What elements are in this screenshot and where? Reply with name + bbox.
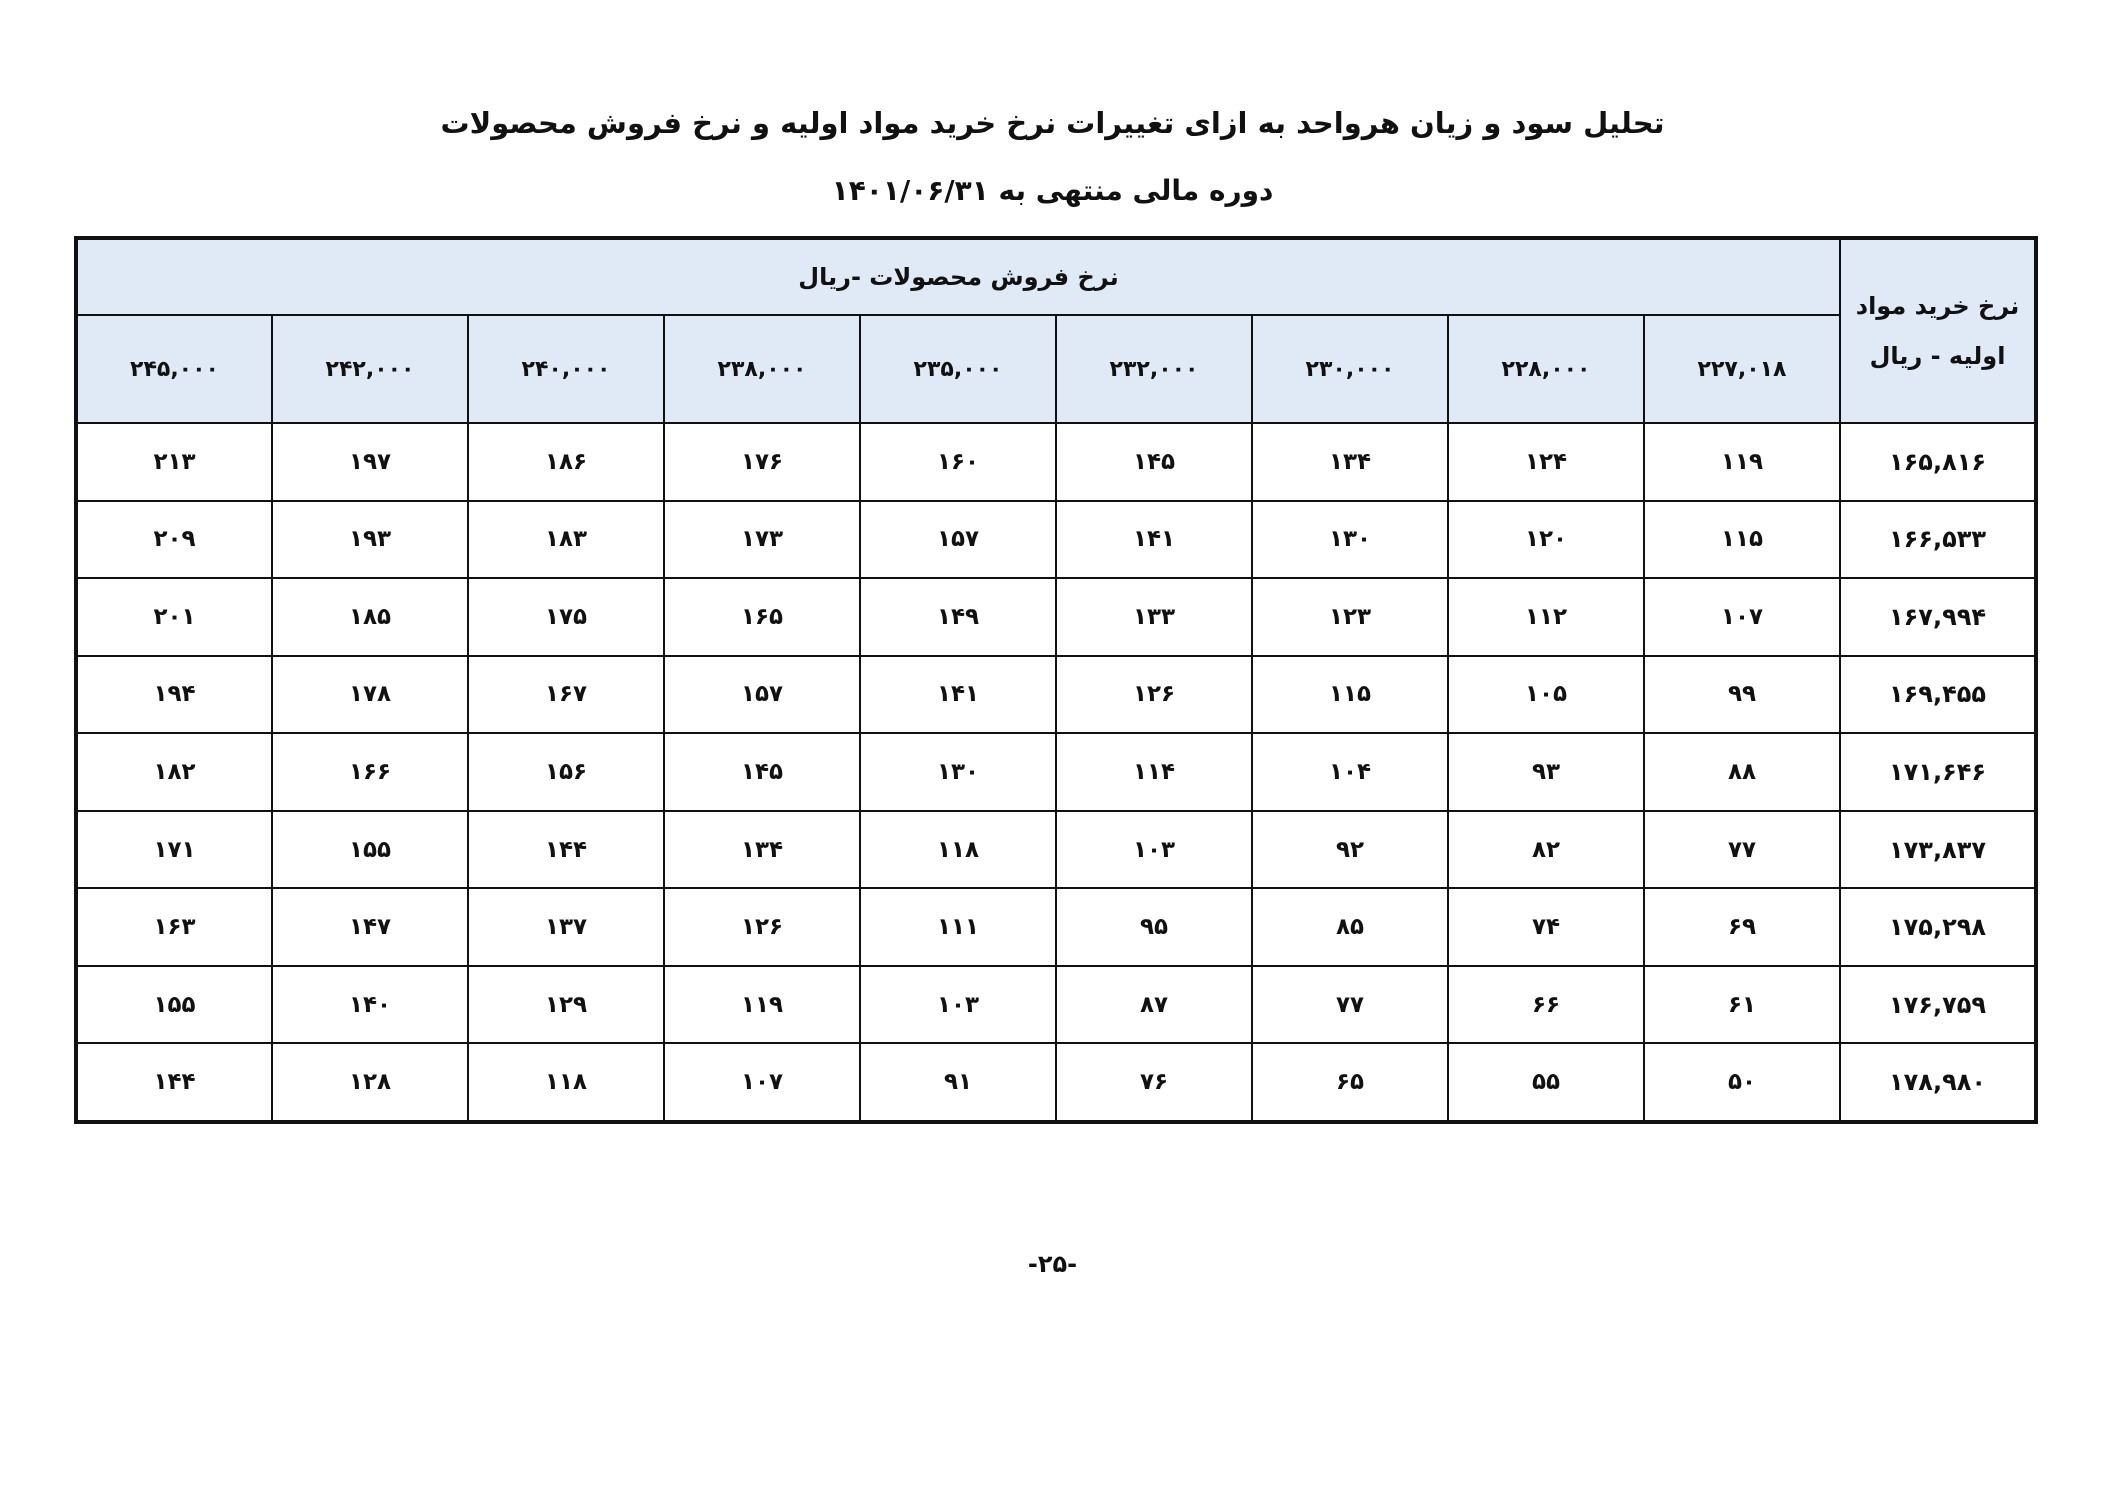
raw-material-rate-cell: ۱۷۳,۸۳۷ — [1840, 811, 2036, 889]
table-row — [76, 811, 2036, 889]
page-number: -۲۵- — [1027, 1250, 1078, 1278]
profit-value-cell: ۹۱ — [860, 1043, 1056, 1122]
raw-material-rate-cell: ۱۷۵,۲۹۸ — [1840, 888, 2036, 966]
profit-value-cell: ۲۱۳ — [76, 423, 272, 501]
profit-value-cell: ۹۳ — [1448, 733, 1644, 811]
profit-value-cell: ۱۸۳ — [468, 501, 664, 579]
table-row — [76, 888, 2036, 966]
profit-value-cell: ۶۹ — [1644, 888, 1840, 966]
profit-value-cell: ۱۳۷ — [468, 888, 664, 966]
profit-value-cell: ۱۴۵ — [664, 733, 860, 811]
profit-value-cell: ۶۵ — [1252, 1043, 1448, 1122]
sale-rate-column-header: ۲۳۸,۰۰۰ — [664, 315, 860, 423]
profit-value-cell: ۱۸۲ — [76, 733, 272, 811]
profit-value-cell: ۱۰۷ — [664, 1043, 860, 1122]
profit-value-cell: ۱۹۴ — [76, 656, 272, 734]
profit-value-cell: ۲۰۱ — [76, 578, 272, 656]
sale-rate-column-header: ۲۳۵,۰۰۰ — [860, 315, 1056, 423]
profit-value-cell: ۱۵۶ — [468, 733, 664, 811]
raw-material-rate-cell: ۱۶۵,۸۱۶ — [1840, 423, 2036, 501]
profit-value-cell: ۱۲۹ — [468, 966, 664, 1044]
profit-value-cell: ۱۴۰ — [272, 966, 468, 1044]
table-header — [76, 238, 2036, 423]
sale-rate-column-header: ۲۴۰,۰۰۰ — [468, 315, 664, 423]
profit-value-cell: ۱۶۵ — [664, 578, 860, 656]
profit-value-cell: ۱۴۹ — [860, 578, 1056, 656]
raw-material-rate-cell: ۱۶۶,۵۳۳ — [1840, 501, 2036, 579]
profit-value-cell: ۱۲۸ — [272, 1043, 468, 1122]
profit-value-cell: ۵۰ — [1644, 1043, 1840, 1122]
profit-value-cell: ۱۶۰ — [860, 423, 1056, 501]
profit-value-cell: ۱۴۵ — [1056, 423, 1252, 501]
profit-value-cell: ۷۴ — [1448, 888, 1644, 966]
profit-value-cell: ۱۳۰ — [860, 733, 1056, 811]
profit-value-cell: ۱۷۶ — [664, 423, 860, 501]
profit-value-cell: ۵۵ — [1448, 1043, 1644, 1122]
period-subtitle: دوره مالی منتهی به ۱۴۰۱/۰۶/۳۱ — [831, 174, 1274, 207]
profit-value-cell: ۱۱۸ — [468, 1043, 664, 1122]
profit-value-cell: ۱۴۴ — [76, 1043, 272, 1122]
raw-material-rate-cell: ۱۶۷,۹۹۴ — [1840, 578, 2036, 656]
profit-value-cell: ۸۵ — [1252, 888, 1448, 966]
profit-value-cell: ۶۱ — [1644, 966, 1840, 1044]
profit-value-cell: ۱۲۶ — [664, 888, 860, 966]
profit-value-cell: ۹۲ — [1252, 811, 1448, 889]
profit-value-cell: ۱۱۹ — [1644, 423, 1840, 501]
raw-material-rate-header-line1: نرخ خرید مواد — [1855, 292, 2020, 320]
profit-value-cell: ۱۹۳ — [272, 501, 468, 579]
profit-value-cell: ۱۵۷ — [860, 501, 1056, 579]
profit-value-cell: ۱۶۳ — [76, 888, 272, 966]
profit-value-cell: ۸۲ — [1448, 811, 1644, 889]
profit-value-cell: ۱۴۷ — [272, 888, 468, 966]
profit-value-cell: ۱۰۷ — [1644, 578, 1840, 656]
profit-value-cell: ۱۱۲ — [1448, 578, 1644, 656]
raw-material-rate-header — [1840, 238, 2036, 423]
profit-value-cell: ۱۷۸ — [272, 656, 468, 734]
table-row — [76, 423, 2036, 501]
sale-rate-column-header: ۲۲۸,۰۰۰ — [1448, 315, 1644, 423]
profit-value-cell: ۱۲۰ — [1448, 501, 1644, 579]
sale-rate-column-header: ۲۴۲,۰۰۰ — [272, 315, 468, 423]
table-body — [76, 423, 2036, 1122]
profit-value-cell: ۱۸۵ — [272, 578, 468, 656]
profit-value-cell: ۱۰۳ — [860, 966, 1056, 1044]
sale-rate-column-header: ۲۲۷,۰۱۸ — [1644, 315, 1840, 423]
sale-rate-column-header: ۲۳۲,۰۰۰ — [1056, 315, 1252, 423]
raw-material-rate-header-line2: اولیه - ریال — [1869, 342, 2006, 370]
profit-value-cell: ۷۷ — [1644, 811, 1840, 889]
profit-value-cell: ۱۵۵ — [76, 966, 272, 1044]
profit-value-cell: ۱۸۶ — [468, 423, 664, 501]
raw-material-rate-cell: ۱۷۱,۶۴۶ — [1840, 733, 2036, 811]
profit-value-cell: ۱۷۱ — [76, 811, 272, 889]
profit-value-cell: ۸۷ — [1056, 966, 1252, 1044]
profit-value-cell: ۱۰۳ — [1056, 811, 1252, 889]
table-row — [76, 966, 2036, 1044]
profit-value-cell: ۱۷۵ — [468, 578, 664, 656]
profit-value-cell: ۱۵۵ — [272, 811, 468, 889]
page-title: تحلیل سود و زیان هرواحد به ازای تغییرات نرخ خرید مواد اولیه و نرخ فروش محصولات — [440, 106, 1665, 140]
profit-value-cell: ۱۳۰ — [1252, 501, 1448, 579]
profit-value-cell: ۱۰۵ — [1448, 656, 1644, 734]
profit-value-cell: ۲۰۹ — [76, 501, 272, 579]
profit-value-cell: ۱۲۴ — [1448, 423, 1644, 501]
raw-material-rate-cell: ۱۶۹,۴۵۵ — [1840, 656, 2036, 734]
profit-value-cell: ۶۶ — [1448, 966, 1644, 1044]
profit-value-cell: ۱۴۱ — [1056, 501, 1252, 579]
table-header-row — [76, 238, 2036, 315]
profit-value-cell: ۱۳۳ — [1056, 578, 1252, 656]
profit-value-cell: ۱۹۷ — [272, 423, 468, 501]
profit-value-cell: ۱۲۶ — [1056, 656, 1252, 734]
table-row — [76, 656, 2036, 734]
table-row — [76, 733, 2036, 811]
table-row — [76, 578, 2036, 656]
profit-value-cell: ۱۰۴ — [1252, 733, 1448, 811]
profit-value-cell: ۱۱۵ — [1644, 501, 1840, 579]
sale-rate-columns-row — [76, 315, 2036, 423]
raw-material-rate-cell: ۱۷۶,۷۵۹ — [1840, 966, 2036, 1044]
table-row — [76, 501, 2036, 579]
profit-value-cell: ۱۷۳ — [664, 501, 860, 579]
profit-value-cell: ۱۱۴ — [1056, 733, 1252, 811]
sensitivity-table — [74, 236, 2038, 1124]
profit-value-cell: ۱۴۴ — [468, 811, 664, 889]
profit-value-cell: ۱۱۹ — [664, 966, 860, 1044]
profit-value-cell: ۱۲۳ — [1252, 578, 1448, 656]
sale-rate-column-header: ۲۳۰,۰۰۰ — [1252, 315, 1448, 423]
profit-value-cell: ۷۷ — [1252, 966, 1448, 1044]
profit-value-cell: ۱۱۸ — [860, 811, 1056, 889]
table-row — [76, 1043, 2036, 1122]
sale-rate-column-header: ۲۴۵,۰۰۰ — [76, 315, 272, 423]
profit-value-cell: ۹۵ — [1056, 888, 1252, 966]
product-sale-rate-header: نرخ فروش محصولات -ریال — [76, 238, 1840, 315]
profit-value-cell: ۱۱۵ — [1252, 656, 1448, 734]
profit-value-cell: ۱۶۷ — [468, 656, 664, 734]
profit-value-cell: ۹۹ — [1644, 656, 1840, 734]
profit-value-cell: ۱۱۱ — [860, 888, 1056, 966]
profit-value-cell: ۱۳۴ — [664, 811, 860, 889]
profit-value-cell: ۱۴۱ — [860, 656, 1056, 734]
profit-value-cell: ۱۳۴ — [1252, 423, 1448, 501]
profit-value-cell: ۸۸ — [1644, 733, 1840, 811]
profit-value-cell: ۱۶۶ — [272, 733, 468, 811]
profit-value-cell: ۱۵۷ — [664, 656, 860, 734]
profit-value-cell: ۷۶ — [1056, 1043, 1252, 1122]
raw-material-rate-cell: ۱۷۸,۹۸۰ — [1840, 1043, 2036, 1122]
